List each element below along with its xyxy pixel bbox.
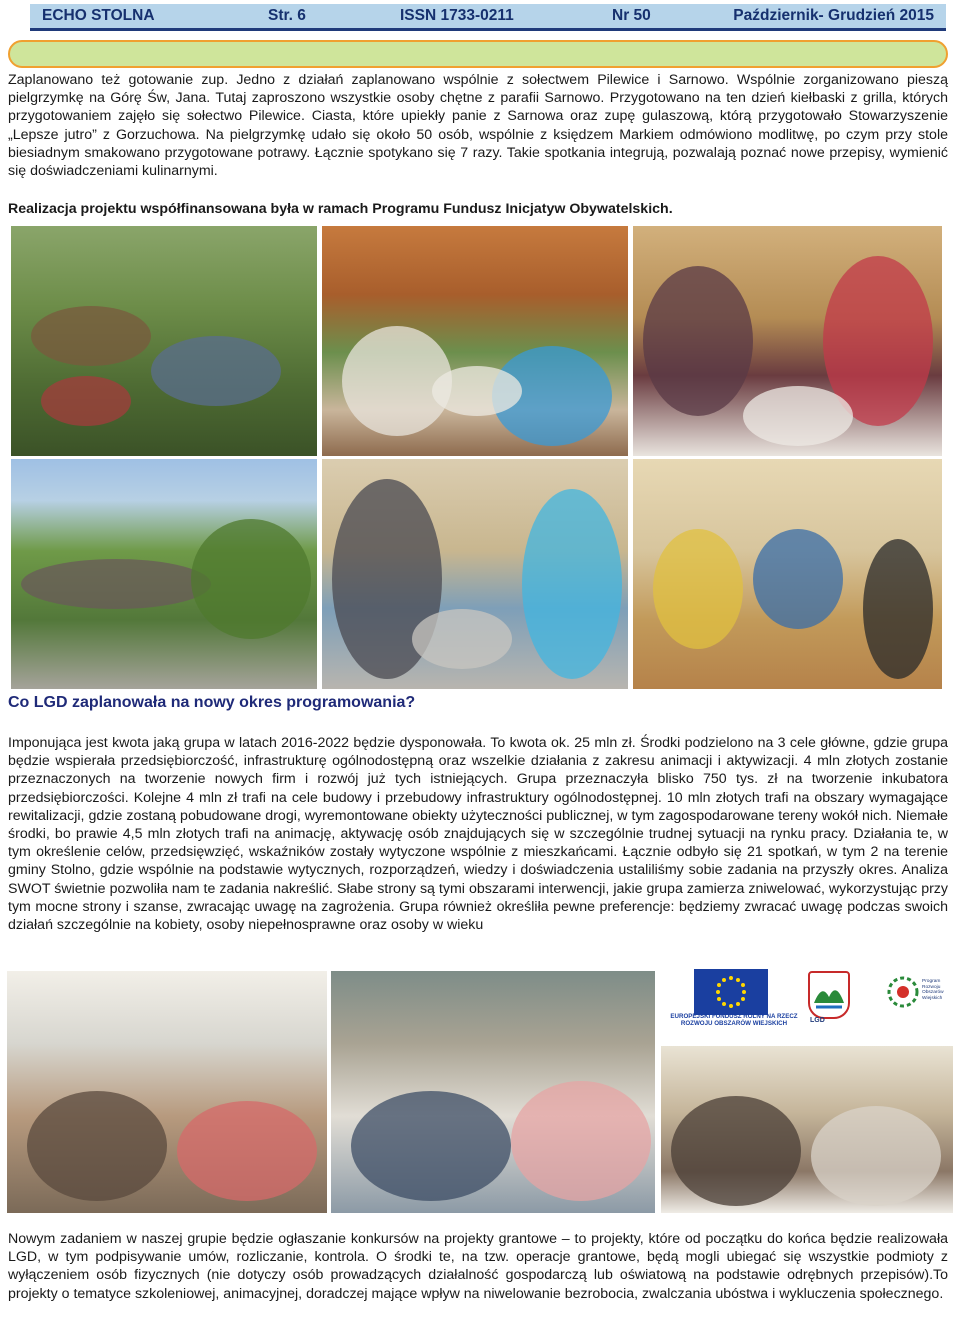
photo-dining-hall — [632, 458, 943, 690]
prow-logo-icon — [886, 975, 920, 1009]
photo-outdoor-picnic — [10, 225, 318, 457]
section-heading: Co LGD zaplanowała na nowy okres programowania? — [8, 694, 416, 711]
prow-caption: Program Rozwoju Obszarów Wiejskich — [922, 979, 944, 1001]
issue-date: Październik- Grudzień 2015 — [733, 7, 934, 24]
lgd-logo-icon — [808, 971, 850, 1019]
article-paragraph: Zaplanowano też gotowanie zup. Jedno z działań zaplanowano wspólnie z sołectwem Pilewice i Sarnowo. Wspólnie zorganizowano pieszą pielgrzymkę na Górę Św, Jana. Tutaj zaproszono wszystkie osoby chętne z parafii Sarnowo. Przygotowano na ten dzień kiełbaski z grilla, których przygotowaniem zajęło się sołectwo Pilewice. Ciasta, które upiekły panie z Sarnowa oraz zupę gulaszową, którą przygotowało Stowarzyszenie „Lepsze jutro” z Gorzuchowa. Na pielgrzymkę udało się około 50 osób, wspólnie z księdzem Markiem odmówiono modlitwę, po czym przy stole biesiadnym smakowano przygotowane potrawy. Łącznie spotykano się 7 razy. Takie spotkania integrują, pozwalają poznać nowe przepisy, wymienić się doświadczeniami kulinarnymi. — [8, 72, 948, 180]
newspaper-title: ECHO STOLNA — [42, 7, 155, 24]
page-number: Str. 6 — [268, 7, 306, 24]
photo-workshop-session — [660, 1045, 954, 1214]
funding-note: Realizacja projektu współfinansowana była w ramach Programu Fundusz Inicjatyw Obywatelskich. — [8, 201, 673, 217]
issn-number: ISSN 1733-0211 — [400, 7, 514, 24]
page-header — [30, 4, 946, 31]
sponsor-logos — [660, 965, 952, 1041]
decorative-banner — [8, 40, 948, 68]
photo-conference-table — [330, 970, 656, 1214]
photo-pilgrimage-hill — [10, 458, 318, 690]
photo-meeting-room — [6, 970, 328, 1214]
eu-caption: EUROPEJSKI FUNDUSZ ROLNY NA RZECZ ROZWOJU OBSZARÓW WIEJSKICH — [670, 1013, 798, 1027]
section-paragraph: Imponująca jest kwota jaką grupa w latach 2016-2022 będzie dysponowała. To kwota ok. 25 mln zł. Środki podzielono na 3 cele główne, gdzie grupa będzie wspierała przedsiębiorczość, infrastrukturę ogólnodostępną oraz wszelkie działania z zakresu animacji i aktywizacji. 4 mln złotych zostanie przeznaczonych na tworzenie nowych firm i rozwój już tych istniejących. Grupa przeznaczyła blisko 750 tys. zł na tworzenie inkubatora przedsiębiorczości. Kolejne 4 mln zł trafi na cele budowy i przebudowy infrastruktury ogólnodostępnej. 10 mln złotych trafi na obszary wymagające rewitalizacji, gdzie zostaną pobudowane drogi, wyremontowane obiekty użyteczności publicznej, w tym zagospodarowane tereny wokół nich. Niemałe środki, bo prawie 4,5 mln złotych trafi na animację, aktywację osób znajdujących się w szczególnie trudnej sytuacji na rynku pracy. Działania te, w tym określenie celów, przedsięwzięć, wskaźników zostały wytyczone wspólnie z mieszkańcami. Łącznie odbyło się 21 spotkań, w tym 2 na terenie gminy Stolno, gdzie wspólnie na podstawie wytycznych, rozporządzeń, wiedzy i doświadczenia ustaliliśmy sobie zadania na przyszły okres. Analiza SWOT świetnie pozwoliła nam te zadania nakreślić. Słabe strony są tymi obszarami interwencji, jakie grupa zamierza zniwelować, wykorzystując przy tym mocne strony i szanse, zwracając uwagę na zagrożenia. Grupa również określiła pewne preferencje: będziemy zwracać uwagę podczas swoich działań szczególnie na kobiety, osoby niepełnosprawne oraz osoby w wieku — [8, 735, 948, 934]
photo-pavilion-meal — [321, 225, 629, 457]
photo-kitchen-cooking — [632, 225, 943, 457]
issue-number: Nr 50 — [612, 7, 651, 24]
lgd-label: LGD — [810, 1017, 825, 1024]
closing-paragraph: Nowym zadaniem w naszej grupie będzie ogłaszanie konkursów na projekty grantowe – to projekty, które od początku do końca będzie realizowała LGD, w tym podpisywanie umów, rozliczanie, kontrola. O środki te, na tzw. operacje grantowe, będą mogli ubiegać się wszystkie podmioty z wyłączeniem osób fizycznych (nie dotyczy osób prowadzących działalność gospodarczą lub oświatową na podstawie odrębnych przepisów).To projekty o tematyce szkoleniowej, animacyjnej, doradczej mające wpływ na niwelowanie bezrobocia, zwalczania ubóstwa i wykluczenia społecznego. — [8, 1231, 948, 1302]
photo-cooking-women — [321, 458, 629, 690]
eu-flag-icon — [694, 969, 768, 1015]
